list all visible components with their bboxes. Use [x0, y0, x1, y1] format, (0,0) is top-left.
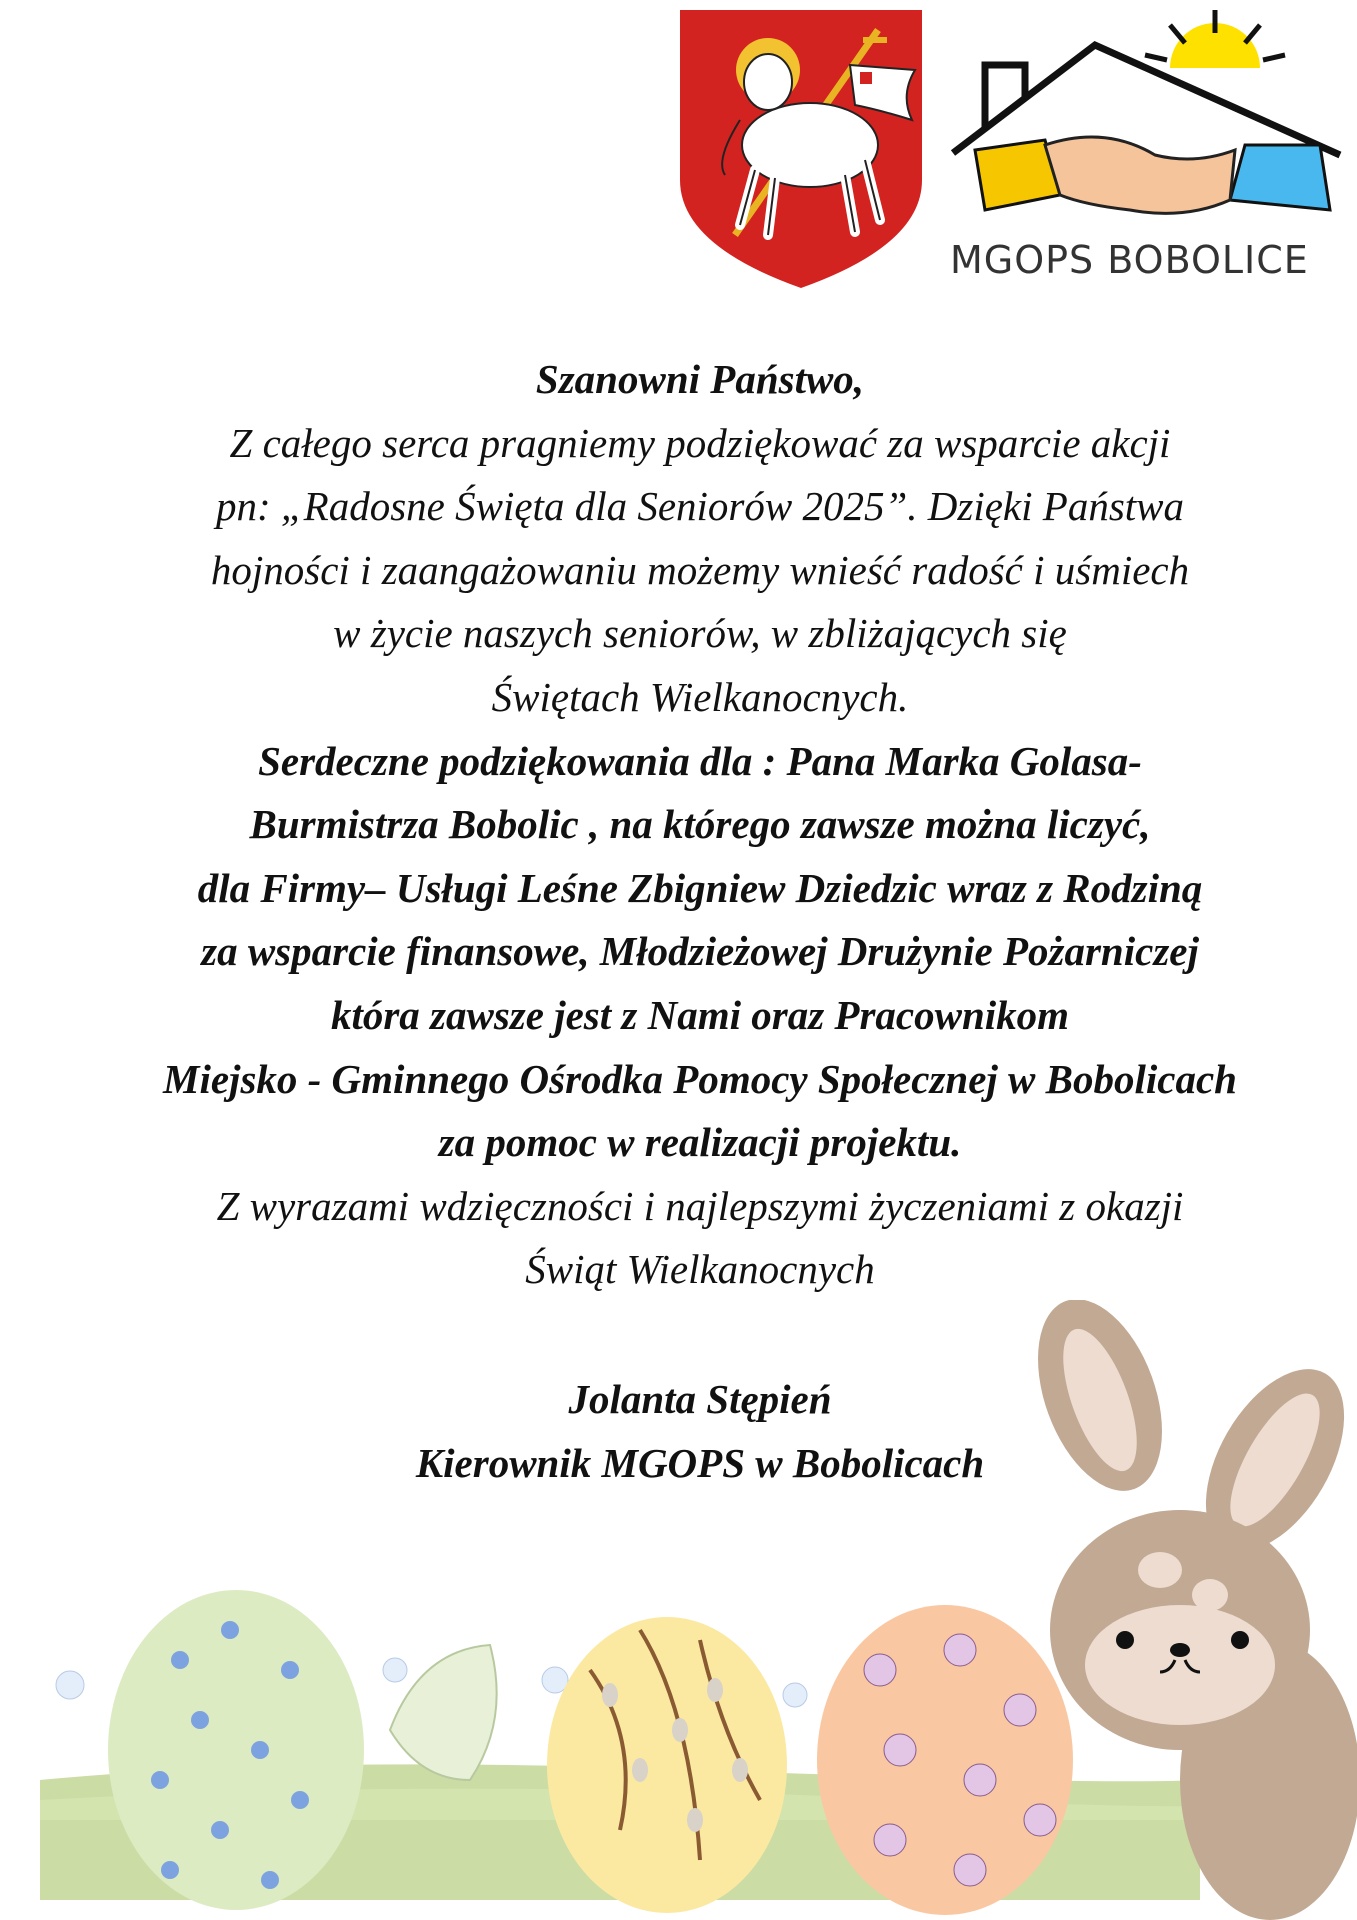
easter-decoration [0, 1300, 1357, 1920]
coat-of-arms-logo [680, 10, 922, 288]
intro-line: Świętach Wielkanocnych. [491, 673, 909, 720]
thanks-line: dla Firmy– Usługi Leśne Zbigniew Dziedzic wraz z Rodziną [197, 864, 1203, 911]
closing-line: Świąt Wielkanocnych [525, 1246, 875, 1293]
thanks-line: za wsparcie finansowe, Młodzieżowej Drużynie Pożarniczej [201, 928, 1199, 975]
intro-line: hojności i zaangażowaniu możemy wnieść radość i uśmiech [210, 546, 1190, 593]
thanks-line: za pomoc w realizacji projektu. [438, 1119, 962, 1166]
signature-title: Kierownik MGOPS w Bobolicach [415, 1439, 985, 1486]
green-easter-egg [108, 1590, 364, 1910]
closing-line: Z wyrazami wdzięczności i najlepszymi życzeniami z okazji [216, 1182, 1184, 1229]
yellow-easter-egg [547, 1617, 787, 1913]
intro-line: w życie naszych seniorów, w zbliżających się [333, 610, 1067, 657]
thanks-line: Miejsko - Gminnego Ośrodka Pomocy Społecznej w Bobolicach [163, 1055, 1237, 1102]
intro-line: pn: „Radosne Święta dla Seniorów 2025”. Dzięki Państwa [215, 483, 1185, 530]
mgops-logo-text: MGOPS BOBOLICE [950, 238, 1309, 282]
greeting: Szanowni Państwo, [535, 356, 865, 402]
thanks-line: która zawsze jest z Nami oraz Pracownikom [330, 991, 1070, 1038]
intro-line: Z całego serca pragniemy podziękować za wsparcie akcji [229, 419, 1171, 466]
thanks-line: Burmistrza Bobolic , na którego zawsze można liczyć, [249, 801, 1151, 848]
thanks-line: Serdeczne podziękowania dla : Pana Marka Golasa- [258, 737, 1142, 784]
peach-easter-egg [817, 1605, 1073, 1915]
signature-name: Jolanta Stępień [568, 1375, 832, 1422]
